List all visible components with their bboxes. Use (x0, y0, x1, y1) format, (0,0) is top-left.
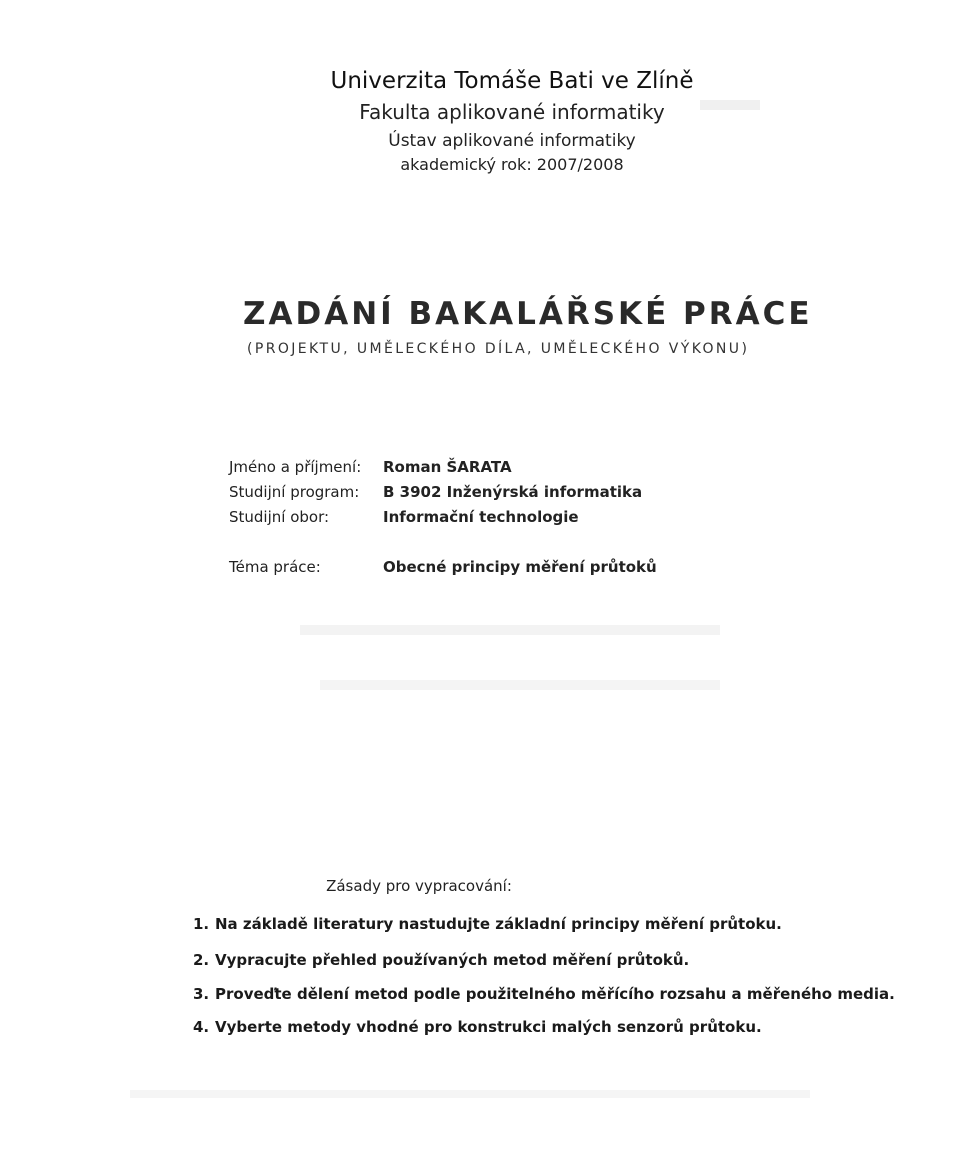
guideline-text: Na základě literatury nastudujte základní principy měření průtoku. (215, 915, 782, 933)
guideline-number: 1. (193, 915, 210, 933)
guideline-item (193, 985, 895, 1003)
institute-name: Ústav aplikované informatiky (388, 131, 636, 151)
university-name: Univerzita Tomáše Bati ve Zlíně (330, 68, 694, 94)
guideline-text: Vypracujte přehled používaných metod měření průtoků. (215, 951, 690, 969)
program-value: B 3902 Inženýrská informatika (383, 483, 643, 501)
topic-label: Téma práce: (229, 558, 321, 576)
academic-year: akademický rok: 2007/2008 (400, 155, 624, 174)
field-label: Studijní obor: (229, 508, 330, 526)
guideline-item (193, 1018, 762, 1036)
guideline-text: Vyberte metody vhodné pro konstrukci malých senzorů průtoku. (215, 1018, 762, 1036)
guideline-number: 4. (193, 1018, 210, 1036)
program-label: Studijní program: (229, 483, 360, 501)
topic-value: Obecné principy měření průtoků (383, 558, 657, 576)
guideline-text: Proveďte dělení metod podle použitelného měřícího rozsahu a měřeného media. (215, 985, 895, 1003)
document-subtitle: (PROJEKTU, UMĚLECKÉHO DÍLA, UMĚLECKÉHO VÝKONU) (247, 341, 750, 357)
name-label: Jméno a příjmení: (229, 458, 362, 476)
document-title: ZADÁNÍ BAKALÁŘSKÉ PRÁCE (243, 296, 813, 332)
faculty-name: Fakulta aplikované informatiky (359, 100, 665, 124)
guideline-item (193, 951, 689, 969)
guideline-item (193, 915, 782, 933)
bleed-through-mark (320, 680, 720, 690)
field-value: Informační technologie (383, 508, 579, 526)
guideline-number: 2. (193, 951, 210, 969)
name-value: Roman ŠARATA (383, 458, 512, 476)
guideline-number: 3. (193, 985, 210, 1003)
guidelines-heading: Zásady pro vypracování: (326, 877, 512, 895)
bleed-through-mark (130, 1090, 810, 1098)
bleed-through-mark (300, 625, 720, 635)
